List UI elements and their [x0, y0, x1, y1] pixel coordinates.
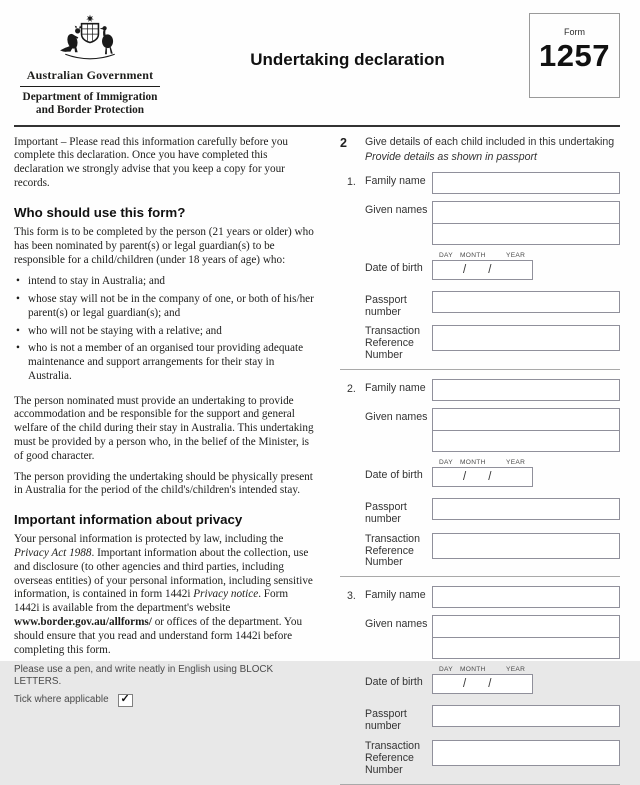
privacy-text: . Form 1442i is available from the department's website [14, 588, 289, 615]
privacy-notice-title: Privacy notice [193, 588, 259, 601]
privacy-text: . Important information about the collection, use and disclosure (to other agencies and third parties, including overseas entities) of your personal information, including sensitive information, is contained in form 1442i [14, 547, 313, 601]
given-names-label: Given names [365, 618, 428, 631]
trn-input[interactable] [432, 533, 620, 559]
date-format-labels [432, 459, 620, 466]
date-slash: / [488, 263, 492, 276]
form-word-label: Form [564, 27, 585, 37]
eligibility-bullet-list [16, 275, 316, 387]
trn-label: Transaction Reference Number [365, 532, 420, 569]
family-name-input[interactable] [432, 379, 620, 401]
date-of-birth-label: Date of birth [365, 676, 423, 689]
date-of-birth-label: Date of birth [365, 468, 423, 481]
tick-where-applicable-row [14, 694, 316, 707]
given-names-label: Given names [365, 410, 428, 423]
title-area [166, 8, 529, 70]
date-of-birth-input[interactable] [432, 467, 533, 487]
physically-present-paragraph: The person providing the undertaking should be physically present in Australia for the period of the child's/children's intended stay. [14, 470, 313, 497]
question-number: 2 [340, 135, 347, 150]
passport-number-input[interactable] [432, 291, 620, 313]
day-label: DAY [439, 666, 453, 674]
trn-input[interactable] [432, 325, 620, 351]
bullet-item: • intend to stay in Australia; and [16, 275, 316, 289]
question-text: Give details of each child included in this undertaking [365, 135, 615, 148]
privacy-act-title: Privacy Act 1988 [14, 547, 92, 560]
family-name-label: Family name [365, 589, 426, 602]
child-number: 1. [347, 175, 356, 188]
date-of-birth-label: Date of birth [365, 261, 423, 274]
block-divider [340, 369, 620, 370]
date-slash: / [463, 470, 467, 483]
bullet-item: • who is not a member of an organised tour providing adequate maintenance and support arrangements for their stay in Australia. [16, 342, 316, 383]
nominated-person-paragraph: The person nominated must provide an undertaking to provide accommodation and be responsible for the support and general welfare of the child during their stay in Australia. This undertaking must be provided by a person who, in the belief of the Minister, is of good character. [14, 394, 314, 462]
date-slash: / [463, 263, 467, 276]
agency-name: Australian Government [26, 68, 154, 82]
who-should-use-heading: Who should use this form? [14, 204, 186, 220]
child-details-block-1 [340, 172, 620, 370]
date-slash: / [488, 470, 492, 483]
trn-label: Transaction Reference Number [365, 739, 420, 776]
block-divider [340, 576, 620, 577]
child-details-block-2 [340, 379, 620, 577]
given-names-label: Given names [365, 203, 428, 216]
pen-instruction-note: Please use a pen, and write neatly in English using BLOCK LETTERS. [14, 664, 274, 688]
date-format-labels [432, 252, 620, 259]
bullet-item: • whose stay will not be in the company of one, or both of his/her parent(s) or legal guardian(s); and [16, 293, 316, 321]
page-title: Undertaking declaration [250, 50, 445, 69]
department-name-line2: and Border Protection [35, 104, 145, 117]
year-label: YEAR [506, 251, 526, 259]
child-number: 2. [347, 382, 356, 395]
day-label: DAY [439, 458, 453, 466]
header-rule [14, 125, 620, 127]
family-name-input[interactable] [432, 172, 620, 194]
form-number-box [529, 13, 620, 98]
given-names-input[interactable] [432, 408, 620, 452]
department-name [14, 91, 166, 118]
privacy-text: or offices of the department. You should ensure that you read and understand form 1442i before completing this form. [14, 616, 303, 656]
month-label: MONTH [460, 666, 486, 674]
date-slash: / [488, 678, 492, 691]
privacy-paragraph [14, 533, 316, 657]
block-divider [340, 784, 620, 785]
passport-number-label: Passport number [365, 708, 407, 733]
date-format-labels [432, 666, 620, 673]
privacy-text: Your personal information is protected by law, including the [14, 533, 284, 546]
privacy-heading: Important information about privacy [14, 512, 243, 528]
page-header [14, 8, 620, 118]
year-label: YEAR [506, 666, 526, 674]
given-names-input[interactable] [432, 201, 620, 245]
coat-of-arms-icon [51, 10, 129, 66]
day-label: DAY [439, 251, 453, 259]
date-of-birth-input[interactable] [432, 260, 533, 280]
trn-input[interactable] [432, 740, 620, 766]
child-details-block-3 [340, 586, 620, 784]
passport-number-label: Passport number [365, 293, 407, 318]
intro-paragraph: Important – Please read this information carefully before you complete this declaration. Once you have completed this declaration we strongly advise that you keep a copy for your records. [14, 135, 289, 189]
date-of-birth-input[interactable] [432, 674, 533, 694]
passport-number-input[interactable] [432, 498, 620, 520]
department-website-url: www.border.gov.au/allforms/ [14, 616, 152, 629]
family-name-label: Family name [365, 381, 426, 394]
given-names-input[interactable] [432, 615, 620, 659]
month-label: MONTH [460, 251, 486, 259]
family-name-label: Family name [365, 174, 426, 187]
tick-instruction-label: Tick where applicable [14, 694, 109, 706]
form-number: 1257 [539, 38, 610, 73]
agency-divider [20, 86, 160, 87]
check-icon: ✓ [120, 693, 130, 706]
department-name-line1: Department of Immigration [22, 91, 158, 103]
date-slash: / [463, 678, 467, 691]
instructions-footer [14, 664, 316, 706]
bullet-item: • who will not be staying with a relative; and [16, 325, 316, 339]
government-crest-block [14, 8, 166, 118]
family-name-input[interactable] [432, 586, 620, 608]
month-label: MONTH [460, 458, 486, 466]
trn-label: Transaction Reference Number [365, 325, 420, 362]
information-column [14, 135, 316, 706]
question-hint: Provide details as shown in passport [365, 150, 537, 163]
tick-example-checkbox [118, 694, 133, 707]
question-2-section [340, 135, 620, 776]
who-intro-paragraph: This form is to be completed by the person (21 years or older) who has been nominated by parent(s) or legal guardian(s) to be responsible for a child/children (under 18 years of age) who: [14, 226, 314, 266]
passport-number-label: Passport number [365, 500, 407, 525]
question-2-header [340, 136, 620, 163]
child-number: 3. [347, 590, 356, 603]
passport-number-input[interactable] [432, 705, 620, 727]
year-label: YEAR [506, 458, 526, 466]
